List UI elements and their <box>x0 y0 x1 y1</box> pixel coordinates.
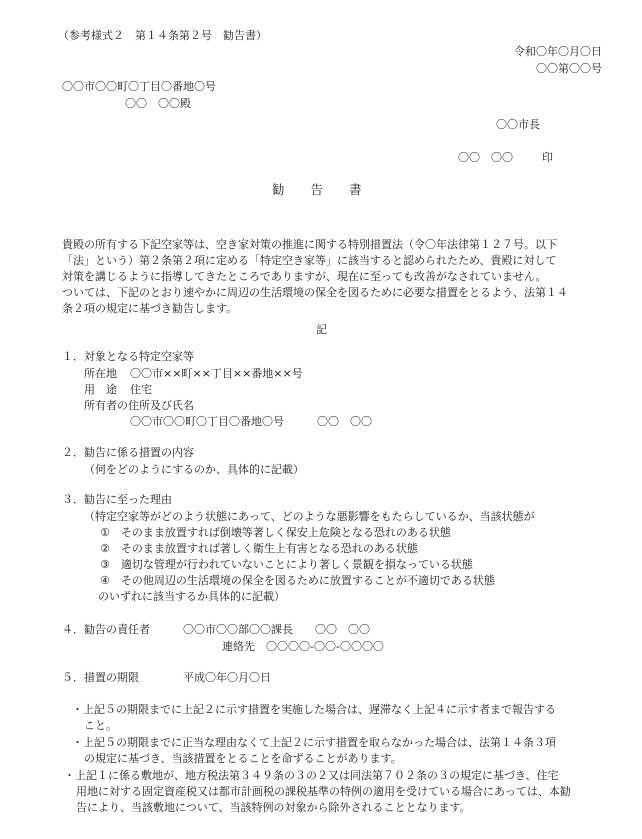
note-item <box>72 735 602 767</box>
body-line: 条２項の規定に基づき勧告します。 <box>62 302 238 315</box>
section-2-heading: ２．勧告に係る措置の内容 <box>62 446 194 459</box>
form-label: （参考様式２ 第１４条第２号 勧告書） <box>58 29 267 42</box>
reason-item: ③ 適切な管理が行われていないことにより著しく景観を損なっている状態 <box>100 558 473 571</box>
reason-item: ① そのまま放置すれば倒壊等著しく保安上危険となる恐れのある状態 <box>100 526 451 539</box>
section-1-heading: １．対象となる特定空家等 <box>62 350 194 363</box>
section-5-heading: ５．措置の期限 <box>62 671 139 684</box>
body-paragraph <box>62 237 592 317</box>
note-line: ・上記５の期限までに正当な理由なくて上記２に示す措置を取らなかった場合は、法第１４条３項 <box>72 736 556 749</box>
responsible-person: 〇〇市〇〇部〇〇課長 〇〇 〇〇 <box>183 623 370 636</box>
use-value: 住宅 <box>130 383 152 396</box>
note-line: 告により、当該敷地について、当該特例の対象から除外されることとなります。 <box>76 801 471 814</box>
use-label: 用 途 <box>84 383 117 396</box>
note-line: ・上記５の期限までに上記２に示す措置を実施した場合は、遅滞なく上記４に示す者まで報告する <box>72 703 556 716</box>
issue-date: 令和〇年〇月〇日 <box>514 45 602 58</box>
note-line: こと。 <box>84 719 117 732</box>
contact-info: 連絡先 〇〇〇〇-〇〇-〇〇〇〇 <box>222 640 384 653</box>
recipient-address: 〇〇市〇〇町〇丁目〇番地〇号 <box>62 80 216 93</box>
section-2-detail: （何をどのようにするのか、具体的に記載） <box>84 463 304 476</box>
owner-value: 〇〇市〇〇町〇丁目〇番地〇号 〇〇 〇〇 <box>130 415 372 428</box>
recipient-name: 〇〇 〇〇殿 <box>125 97 191 110</box>
body-line: 対策を講じるように指導してきたところでありますが、現在に至っても改善がなされていません。 <box>62 270 547 283</box>
body-line: 貴殿の所有する下記空家等は、空き家対策の推進に関する特別措置法（令〇年法律第１２７号。以下 <box>62 238 557 251</box>
section-3-outro: のいずれに該当するか具体的に記載） <box>98 590 285 603</box>
note-item <box>72 702 602 734</box>
section-3-intro: （特定空家等がどのよう状態にあって、どのような悪影響をもたらしているか、当該状態が <box>84 510 535 523</box>
deadline-value: 平成〇年〇月〇日 <box>183 671 271 684</box>
note-line: ・上記１に係る敷地が、地方税法第３４９条の３の２又は同法第７０２条の３の規定に基づき、住宅 <box>64 769 559 782</box>
reason-item: ② そのまま放置すれば著しく衛生上有害となる恐れのある状態 <box>100 542 418 555</box>
note-line: の規定に基づき、当該措置をとることを命ずることがあります。 <box>84 752 402 765</box>
sender-title: 〇〇市長 <box>496 118 540 131</box>
reason-item: ④ その他周辺の生活環境の保全を図るために放置することが不適切である状態 <box>100 574 495 587</box>
seal-mark: 印 <box>542 151 553 164</box>
note-line: 用地に対する固定資産税又は都市計画税の課税基準の特例の適用を受けている場合にあっては、本勧 <box>76 785 571 798</box>
section-3-heading: ３．勧告に至った理由 <box>62 493 172 506</box>
location-label: 所在地 <box>84 367 117 380</box>
body-line: ついては、下記のとおり速やかに周辺の生活環境の保全を図るために必要な措置をとるよう、法第１４ <box>62 286 568 299</box>
owner-label: 所有者の住所及び氏名 <box>84 399 194 412</box>
sender-name: 〇〇 〇〇 <box>458 151 513 164</box>
ki-heading: 記 <box>316 323 327 336</box>
section-4-heading: ４．勧告の責任者 <box>62 623 150 636</box>
location-value: 〇〇市××町××丁目××番地××号 <box>130 367 303 380</box>
document-number: 〇〇第〇〇号 <box>536 62 602 75</box>
document-title: 勧告書 <box>272 182 388 197</box>
body-line: 「法」という）第２条第２項に定める「特定空き家等」に該当すると認められたため、貴殿に対して <box>62 254 557 267</box>
note-item <box>64 768 594 816</box>
